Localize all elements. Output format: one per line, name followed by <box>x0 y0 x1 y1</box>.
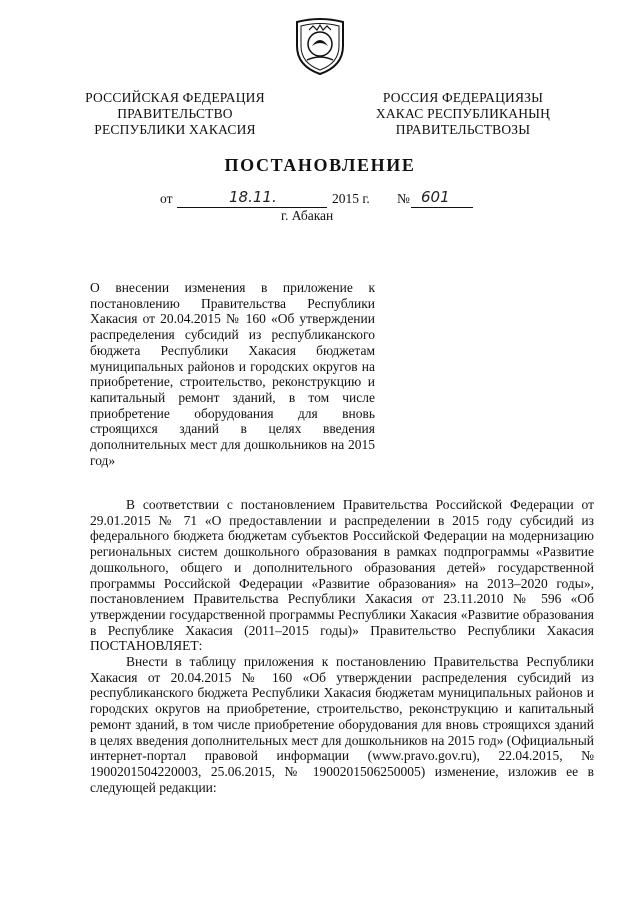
handwritten-number: 601 <box>421 188 450 206</box>
header-right-line: ХАКАС РЕСПУБЛИКАНЫҢ <box>375 106 551 121</box>
city: г. Абакан <box>281 208 334 223</box>
handwritten-date: 18.11. <box>229 188 277 206</box>
header-right-line: ПРАВИТЕЛЬСТВОЗЫ <box>395 122 531 137</box>
document-body <box>90 497 594 795</box>
header-left <box>78 90 272 138</box>
document-subject: О внесении изменения в приложение к постановлению Правительства Республики Хакасия от 20.04.2015 № 160 «Об утверждении распределения субсидий из республиканского бюджета Республики Хакасия бюджетам муниципальных районов и городских округов на приобретение, строительство, реконструкцию и капитальный ремонт зданий, в том числе приобретение оборудования для вновь строящихся зданий в целях введения дополнительных мест для дошкольников на 2015 год» <box>90 280 375 468</box>
header-left-line: РЕСПУБЛИКИ ХАКАСИЯ <box>94 122 256 137</box>
year-label: 2015 г. <box>332 191 370 206</box>
date-field <box>177 188 327 208</box>
header-left-line: ПРАВИТЕЛЬСТВО <box>117 106 233 121</box>
body-paragraph: В соответствии с постановлением Правительства Российской Федерации от 29.01.2015 № 71 «О предоставлении и распределении в 2015 году субсидий из федерального бюджета бюджетам субъектов Российской Федерации на модернизацию региональных систем дошкольного образования в рамках подпрограммы «Развитие дошкольного, общего и дополнительного образования детей» государственной программы Российской Федерации «Развитие образования» на 2013–2020 годы», постановлением Правительства Республики Хакасия от 23.11.2010 № 596 «Об утверждении государственной программы Республики Хакасия «Развитие образования в Республике Хакасия (2011–2015 годы)» Правительство Республики Хакасия ПОСТАНОВЛЯЕТ: <box>90 497 594 654</box>
header-right-line: РОССИЯ ФЕДЕРАЦИЯЗЫ <box>382 90 544 105</box>
document-title: ПОСТАНОВЛЕНИЕ <box>224 155 416 175</box>
coat-of-arms-icon <box>293 16 347 76</box>
header-right <box>350 90 576 138</box>
body-paragraph: Внести в таблицу приложения к постановлению Правительства Республики Хакасия от 20.04.2015 № 160 «Об утверждении распределения субсидий из республиканского бюджета Республики Хакасия бюджетам муниципальных районов и городских округов на приобретение, строительство, реконструкцию и капитальный ремонт зданий, в том числе приобретение оборудования для вновь строящихся зданий в целях введения дополнительных мест для дошкольников на 2015 год» (Официальный интернет-портал правовой информации (www.pravo.gov.ru), 22.04.2015, № 1900201504220003, 25.06.2015, № 1900201506250005) изменение, изложив ее в следующей редакции: <box>90 654 594 795</box>
header-left-line: РОССИЙСКАЯ ФЕДЕРАЦИЯ <box>85 90 265 105</box>
number-sign: № <box>397 191 410 206</box>
number-field <box>411 188 473 208</box>
date-prefix: от <box>160 191 173 206</box>
